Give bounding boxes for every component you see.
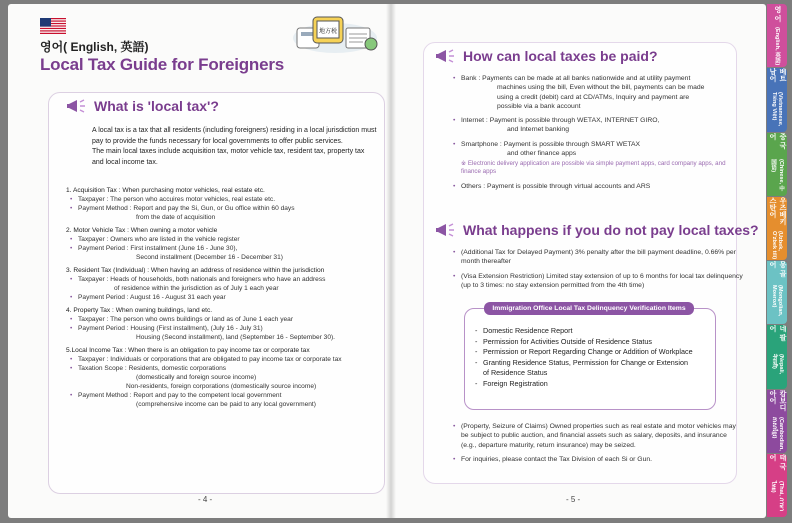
page-left xyxy=(8,4,391,518)
tab-label-ko: 태 국 어 xyxy=(769,453,786,470)
immigration-item: - Permission or Report Regarding Change or Addition of Workplace xyxy=(475,347,715,358)
immigration-items-title: Immigration Office Local Tax Delinquency Verification Items xyxy=(484,302,694,315)
tax-item-heading: 3. Resident Tax (Individual) : When having an address of residence within the jurisdiction xyxy=(66,267,325,274)
tax-item-detail: • Taxation Scope : Residents, domestic corporations xyxy=(66,364,382,373)
tax-item-detail: • Payment Method : Report and pay the Si, Gun, or Gu office within 60 days xyxy=(66,204,382,213)
language-tab[interactable] xyxy=(767,4,787,67)
penalty-visa-extension: • (Visa Extension Restriction) Limited stay extension of up to 6 months for local tax delinquency (up to 3 times: no stay extension permitted from the 4th time) xyxy=(453,272,743,291)
tab-label-ko: 몽 골 어 xyxy=(769,261,786,277)
tab-label-ko: 네 팔 어 xyxy=(769,325,786,342)
tax-illustration-icon xyxy=(283,14,383,56)
tab-label-en: (Vietnamese, Tiếng Việt) xyxy=(771,91,783,127)
tax-item-detail-cont: from the date of acquisition xyxy=(136,214,216,221)
megaphone-icon xyxy=(435,48,457,64)
internet-text: Internet : Payment is possible through WETAX, INTERNET GIRO, xyxy=(461,117,660,125)
section-title: What is 'local tax'? xyxy=(94,98,219,114)
smartphone-text: Smartphone : Payment is possible through SMART WETAX xyxy=(461,140,641,148)
tax-item-detail-cont: Housing (Second installment), land (September 16 - September 30). xyxy=(136,334,336,341)
tab-label-ko: 영 어 xyxy=(774,5,781,22)
payment-bank xyxy=(453,74,743,111)
immigration-item: - Granting Residence Status, Permission for Change or Extension xyxy=(475,358,715,369)
tax-item-detail: • Payment Period : August 16 - August 31 each year xyxy=(66,293,382,302)
electronic-delivery-note: ※ Electronic delivery application are possible via simple payment apps, card company apps, and finance apps xyxy=(461,160,726,176)
tab-label-en: (Mongolian, Монгол) xyxy=(771,284,783,317)
tax-item-detail: • Payment Method : Report and pay to the competent local government xyxy=(66,391,382,400)
tax-item-detail: • Taxpayer : The person who accuires motor vehicles, real estate etc. xyxy=(66,195,382,204)
penalty-seizure: • (Property, Seizure of Claims) Owned properties such as real estate and motor vehicles may be subject to public auction, and financial assets such as salary, deposits, and insurance (e.g., departure maturity, return insurance) may be seized. xyxy=(453,422,743,450)
immigration-items-box xyxy=(464,308,716,410)
language-index-tabs xyxy=(767,4,787,518)
tax-item-detail-cont: of residence within the jurisdiction as of July 1 each year xyxy=(114,285,279,292)
bank-cont-1: machines using the bill, Even without the bill, payments can be made xyxy=(497,84,705,92)
section-heading-what-is xyxy=(66,98,219,114)
tax-item-detail: • Payment Period : First installment (June 16 - June 30), xyxy=(66,244,382,253)
intro-paragraph: A local tax is a tax that all residents (including foreigners) residing in a local jurisdiction must pay to provide the funds necessary for local governments to offer public services. The main local taxes include acquisition tax, motor vehicle tax, resident tax, property tax and local income tax. xyxy=(92,127,377,166)
tax-item-detail-cont: (comprehensive income can be paid to any local government) xyxy=(136,401,316,408)
tab-label-ko: 중 국 어 xyxy=(769,132,786,149)
tax-item-heading: 5.Local Income Tax : When there is an obligation to pay income tax or corporate tax xyxy=(66,347,310,354)
payment-others: • Others : Payment is possible through virtual accounts and ARS xyxy=(453,182,743,191)
language-tab[interactable] xyxy=(767,133,787,196)
language-tab[interactable] xyxy=(767,390,787,453)
tax-types-list xyxy=(66,186,382,409)
tab-label-ko: 베트남어 xyxy=(769,68,786,83)
tax-item-detail: • Taxpayer : Owners who are listed in the vehicle register xyxy=(66,235,382,244)
payment-internet xyxy=(453,116,743,135)
tax-item-detail-cont: Second installment (December 16 - December 31) xyxy=(136,254,283,261)
smartphone-cont: and other finance apps xyxy=(507,150,577,158)
tax-item-heading: 4. Property Tax : When owning buildings, land etc. xyxy=(66,307,213,314)
language-tab[interactable] xyxy=(767,261,787,324)
tab-label-ko: 캄보디아어 xyxy=(769,389,786,411)
penalty-delayed-payment: • (Additional Tax for Delayed Payment) 3% penalty after the bill payment deadline, 0.66% per month thereafter xyxy=(453,248,743,267)
immigration-item: - Permission for Activities Outside of Residence Status xyxy=(475,337,715,348)
language-label: 영어( English, 英語) xyxy=(40,40,149,54)
seizure-and-inquiry xyxy=(453,422,743,469)
tab-label-en: (Uzbek, O'zbek tili) xyxy=(771,231,783,260)
us-flag-icon xyxy=(40,18,66,34)
tax-item-detail: • Payment Period : Housing (First installment), (July 16 - July 31) xyxy=(66,324,382,333)
tax-item-detail-cont: (domestically and foreign source income) xyxy=(136,374,257,381)
penalties xyxy=(453,248,743,295)
megaphone-icon xyxy=(66,98,88,114)
page-number: - 5 - xyxy=(566,495,581,504)
guide-title: Local Tax Guide for Foreigners xyxy=(40,55,285,74)
payment-methods xyxy=(453,74,743,197)
section-title-nonpayment: What happens if you do not pay local taxes? xyxy=(463,222,759,238)
megaphone-icon xyxy=(435,222,457,238)
page-right xyxy=(391,4,766,518)
tab-label-en: (Thai, ภาษาไทย) xyxy=(770,481,784,512)
language-tab[interactable] xyxy=(767,197,787,260)
tax-item-detail-cont: Non-residents, foreign corporations (domestically source income) xyxy=(126,383,317,390)
tab-label-en: (English, 英語) xyxy=(774,27,780,66)
bank-text: Bank : Payments can be made at all banks nationwide and at utility payment xyxy=(461,75,691,82)
page-number: - 4 - xyxy=(198,495,213,504)
bank-cont-3: possible via a bank account xyxy=(497,102,581,110)
payment-smartphone xyxy=(453,140,743,159)
tax-item-detail: • Taxpayer : Individuals or corporations that are obligated to pay income tax or corporate tax xyxy=(66,355,382,364)
tab-label-en: (Chinese, 中国语) xyxy=(770,158,784,192)
language-tab[interactable] xyxy=(767,325,787,388)
tax-item-heading: 2. Motor Vehicle Tax : When owning a motor vehicle xyxy=(66,227,218,234)
immigration-item: - Domestic Residence Report xyxy=(475,326,715,337)
illustration-text: 地方税 xyxy=(318,28,338,35)
section-heading-payment xyxy=(435,48,658,64)
inquiry-info: • For inquiries, please contact the Tax Division of each Si or Gun. xyxy=(453,455,743,464)
immigration-items-list xyxy=(465,309,715,389)
book-gutter xyxy=(386,4,396,518)
tab-label-en: (Cambodian, ភាសាខ្មែរ) xyxy=(771,417,784,452)
internet-cont: and Internet banking xyxy=(507,126,569,134)
tax-item-detail: • Taxpayer : Heads of households, both nationals and foreigners who have an address xyxy=(66,275,382,284)
section-heading-nonpayment xyxy=(435,222,759,238)
language-tab[interactable] xyxy=(767,68,787,131)
tab-label-en: (Nepali, नेपाली) xyxy=(771,354,784,375)
section-title-payment: How can local taxes be paid? xyxy=(463,48,658,64)
tab-label-ko: 우즈베키스탄어 xyxy=(769,196,786,225)
bank-cont-2: using a credit (debit) card at CD/ATMs, Inquiry and payment are xyxy=(497,93,690,101)
immigration-item: - Foreign Registration xyxy=(475,379,715,390)
tax-item-heading: 1. Acquisition Tax : When purchasing motor vehicles, real estate etc. xyxy=(66,187,265,194)
language-tab[interactable] xyxy=(767,454,787,517)
tax-item-detail: • Taxpayer : The person who owns buildings or land as of June 1 each year xyxy=(66,315,382,324)
immigration-item: of Residence Status xyxy=(483,368,548,377)
